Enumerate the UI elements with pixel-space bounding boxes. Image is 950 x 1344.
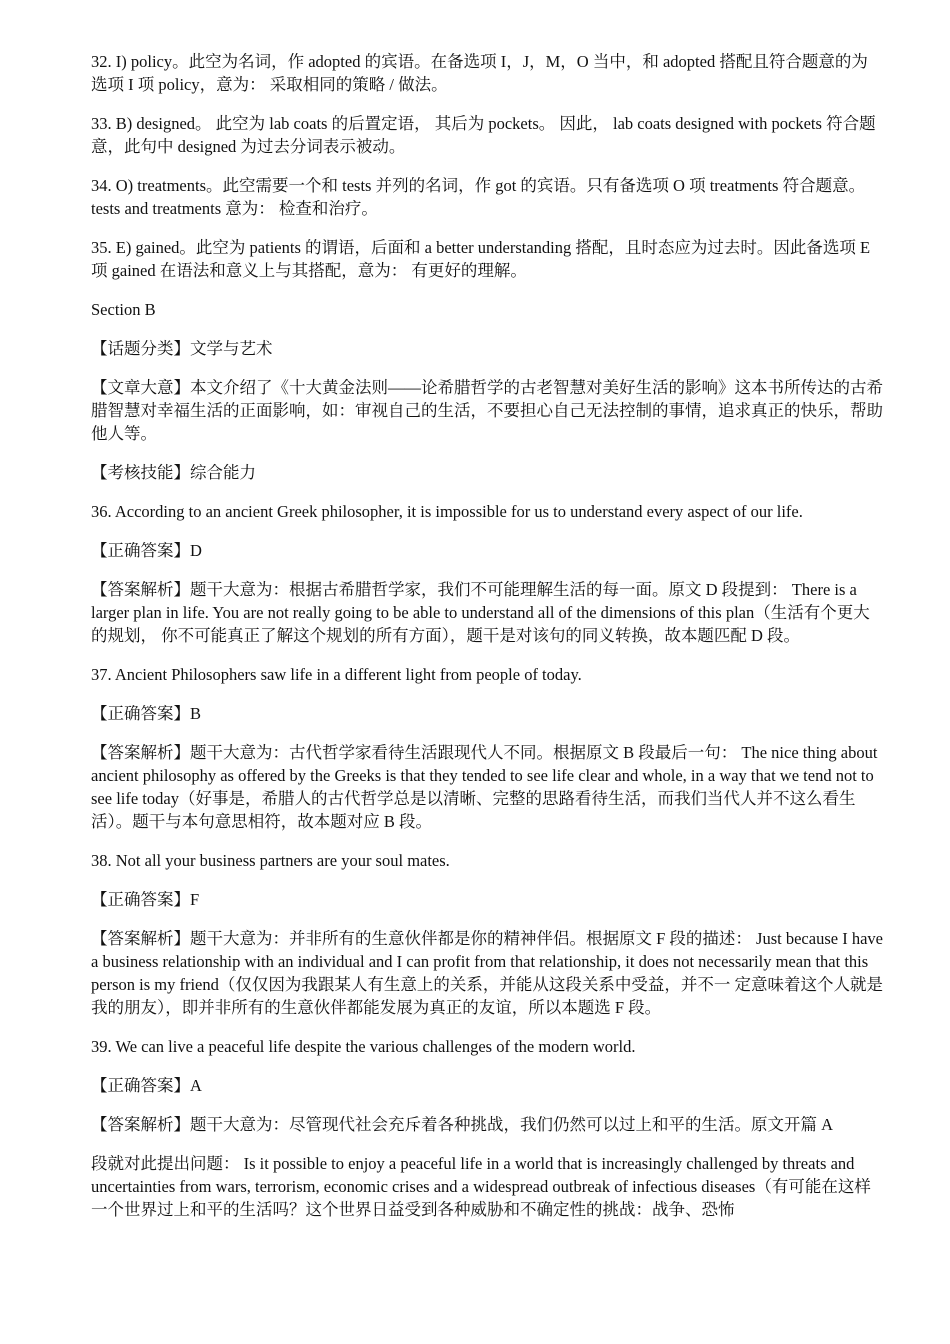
answer-38: 【正确答案】F: [91, 890, 200, 909]
analysis-38: 【答案解析】题干大意为：并非所有的生意伙伴都是你的精神伴侣。根据原文 F 段的描述： Just because I have a business relationship with an individual and I can profit from that relationship, it does not necessarily mean that this person is my friend（仅仅因为我跟某人有生意上的关系，并能从这段关系中受益，并不一 定意味着这个人就是我的朋友），即并非所有的生意伙伴都能发展为真正的友谊，所以本题选 F 段。: [91, 929, 883, 1017]
analysis-37: 【答案解析】题干大意为：古代哲学家看待生活跟现代人不同。根据原文 B 段最后一句： The nice thing about ancient philosophy as offered by the Greeks is that they tended to see life clear and whole, in a way that we tend not to see life today（好事是，希腊人的古代哲学总是以清晰、完整的思路看待生活，而我们当代人并不这么看生活）。题干与本句意思相符，故本题对应 B 段。: [91, 743, 878, 831]
topic-category: 【话题分类】文学与艺术: [91, 339, 273, 358]
question-37: 37. Ancient Philosophers saw life in a different light from people of today.: [91, 665, 582, 684]
skill-tested: 【考核技能】综合能力: [91, 463, 256, 482]
article-summary: 【文章大意】本文介绍了《十大黄金法则——论希腊哲学的古老智慧对美好生活的影响》这本书所传达的古希腊智慧对幸福生活的正面影响，如：审视自己的生活，不要担心自己无法控制的事情，追求真正的快乐，帮助他人等。: [91, 378, 883, 443]
answer-33-explanation: 33. B) designed。 此空为 lab coats 的后置定语， 其后为 pockets。 因此， lab coats designed with pockets 符合题意，此句中 designed 为过去分词表示被动。: [91, 114, 876, 156]
answer-36: 【正确答案】D: [91, 541, 202, 560]
answer-34-explanation: 34. O) treatments。此空需要一个和 tests 并列的名词，作 got 的宾语。只有备选项 O 项 treatments 符合题意。tests and treatments 意为： 检查和治疗。: [91, 176, 866, 218]
analysis-39-line1: 【答案解析】题干大意为：尽管现代社会充斥着各种挑战，我们仍然可以过上和平的生活。原文开篇 A: [91, 1115, 834, 1134]
document-page: [91, 50, 883, 1237]
question-39: 39. We can live a peaceful life despite the various challenges of the modern world.: [91, 1037, 636, 1056]
question-38: 38. Not all your business partners are your soul mates.: [91, 851, 450, 870]
answer-39: 【正确答案】A: [91, 1076, 202, 1095]
analysis-39-continued: 段就对此提出问题： Is it possible to enjoy a peaceful life in a world that is increasingly challenged by threats and uncertainties from wars, terrorism, economic crises and a widespread outbreak of infectious diseases（有可能在这样一个世界过上和平的生活吗？这个世界日益受到各种威胁和不确定性的挑战：战争、恐怖: [91, 1154, 871, 1219]
answer-37: 【正确答案】B: [91, 704, 202, 723]
question-36: 36. According to an ancient Greek philosopher, it is impossible for us to understand every aspect of our life.: [91, 502, 803, 521]
answer-32-explanation: 32. I) policy。此空为名词，作 adopted 的宾语。在备选项 I，J，M，O 当中，和 adopted 搭配且符合题意的为选项 I 项 policy，意为： 采取相同的策略 / 做法。: [91, 52, 868, 94]
analysis-36: 【答案解析】题干大意为：根据古希腊哲学家，我们不可能理解生活的每一面。原文 D 段提到： There is a larger plan in life. You are not really going to be able to understand all of the dimensions of this plan（生活有个更大的规划， 你不可能真正了解这个规划的所有方面），题干是对该句的同义转换，故本题匹配 D 段。: [91, 580, 870, 645]
section-b-heading: Section B: [91, 300, 156, 319]
answer-35-explanation: 35. E) gained。此空为 patients 的谓语，后面和 a better understanding 搭配，且时态应为过去时。因此备选项 E 项 gained 在语法和意义上与其搭配，意为： 有更好的理解。: [91, 238, 871, 280]
